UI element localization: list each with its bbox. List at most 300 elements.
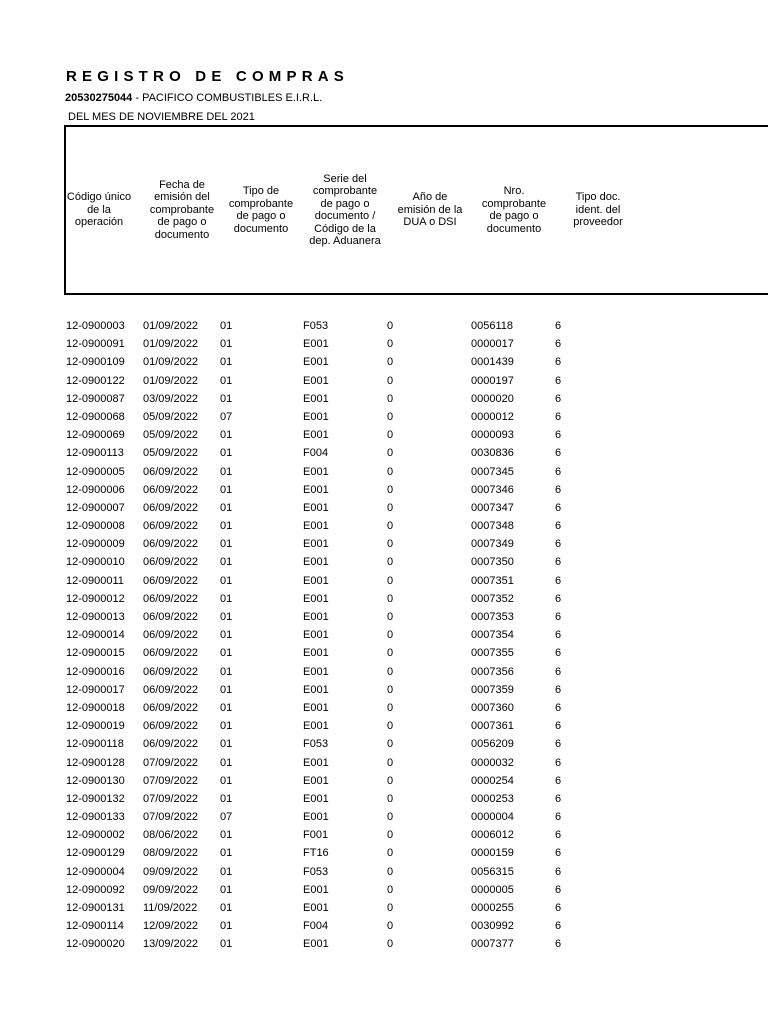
cell-tipo-doc: 6	[555, 756, 562, 769]
cell-fecha: 06/09/2022	[143, 538, 199, 551]
cell-codigo: 12-0900009	[66, 538, 125, 551]
cell-anio: 0	[387, 938, 394, 951]
cell-tipo-doc: 6	[555, 465, 562, 478]
cell-anio: 0	[387, 320, 394, 332]
cell-fecha: 07/09/2022	[143, 811, 199, 824]
cell-anio: 0	[387, 483, 394, 496]
cell-codigo: 12-0900068	[66, 410, 125, 423]
table-row	[66, 426, 768, 444]
cell-numero: 0007347	[471, 501, 514, 514]
cell-fecha: 08/06/2022	[143, 829, 199, 842]
cell-fecha: 06/09/2022	[143, 520, 199, 533]
cell-fecha: 06/09/2022	[143, 574, 199, 587]
header-label	[573, 191, 623, 229]
cell-numero: 0030992	[471, 920, 514, 933]
cell-fecha: 01/09/2022	[143, 338, 199, 351]
cell-fecha: 06/09/2022	[143, 683, 199, 696]
header-label-line: emisión de la	[397, 203, 463, 216]
cell-anio: 0	[387, 520, 394, 533]
cell-fecha: 13/09/2022	[143, 938, 199, 951]
cell-numero: 0000254	[471, 774, 514, 787]
cell-numero: 0056209	[471, 738, 514, 751]
cell-numero: 0000020	[471, 392, 514, 405]
cell-tipo-doc: 6	[555, 592, 562, 605]
table-row	[66, 353, 768, 371]
cell-anio: 0	[387, 756, 394, 769]
cell-numero: 0056315	[471, 865, 514, 878]
table-row	[66, 790, 768, 808]
cell-tipo: 01	[220, 629, 233, 642]
cell-tipo-doc: 6	[555, 683, 562, 696]
table-row	[66, 626, 768, 644]
cell-anio: 0	[387, 538, 394, 551]
table-row	[66, 826, 768, 844]
cell-codigo: 12-0900069	[66, 429, 125, 442]
table-row	[66, 481, 768, 499]
cell-tipo-doc: 6	[555, 938, 562, 951]
cell-tipo-doc: 6	[555, 629, 562, 642]
cell-tipo: 07	[220, 410, 233, 423]
cell-tipo-doc: 6	[555, 665, 562, 678]
cell-tipo: 01	[220, 320, 233, 332]
cell-tipo: 01	[220, 538, 233, 551]
cell-tipo-doc: 6	[555, 611, 562, 623]
cell-anio: 0	[387, 920, 394, 933]
cell-anio: 0	[387, 574, 394, 587]
cell-tipo-doc: 6	[555, 774, 562, 787]
cell-tipo-doc: 6	[555, 320, 562, 332]
header-label-line: Fecha de	[159, 178, 205, 191]
table-row	[66, 899, 768, 917]
cell-anio: 0	[387, 792, 394, 805]
header-label-line: Código único	[66, 191, 132, 204]
cell-numero: 0000005	[471, 883, 514, 896]
table-row	[66, 754, 768, 772]
header-label-line: de pago o	[320, 197, 370, 210]
table-row	[66, 408, 768, 426]
cell-codigo: 12-0900013	[66, 611, 125, 623]
cell-tipo-doc: 6	[555, 520, 562, 533]
cell-tipo: 01	[220, 756, 233, 769]
cell-codigo: 12-0900122	[66, 374, 125, 387]
cell-codigo: 12-0900016	[66, 665, 125, 678]
cell-serie: E001	[303, 774, 329, 787]
header-anio-emision	[390, 127, 470, 293]
cell-fecha: 01/09/2022	[143, 356, 199, 369]
cell-serie: E001	[303, 556, 329, 569]
header-label-line: documento	[486, 222, 542, 235]
cell-codigo: 12-0900011	[66, 574, 124, 587]
cell-tipo: 01	[220, 556, 233, 569]
cell-codigo: 12-0900113	[66, 447, 124, 460]
header-codigo-unico	[66, 127, 132, 293]
cell-anio: 0	[387, 410, 394, 423]
cell-codigo: 12-0900004	[66, 865, 125, 878]
cell-numero: 0007351	[471, 574, 514, 587]
cell-tipo-doc: 6	[555, 847, 562, 860]
cell-codigo: 12-0900014	[66, 629, 125, 642]
cell-fecha: 06/09/2022	[143, 647, 199, 660]
cell-numero: 0007355	[471, 647, 514, 660]
cell-fecha: 06/09/2022	[143, 501, 199, 514]
table-row	[66, 844, 768, 862]
cell-codigo: 12-0900131	[66, 902, 125, 914]
header-label-line: documento	[233, 222, 289, 235]
table-row	[66, 390, 768, 408]
cell-fecha: 06/09/2022	[143, 556, 199, 569]
cell-codigo: 12-0900019	[66, 720, 125, 733]
header-label-line: Nro.	[503, 185, 525, 197]
cell-numero: 0000012	[471, 410, 514, 423]
cell-tipo: 01	[220, 483, 233, 496]
cell-tipo-doc: 6	[555, 501, 562, 514]
cell-tipo: 01	[220, 501, 233, 514]
header-tipo-comprobante	[221, 127, 301, 293]
cell-fecha: 01/09/2022	[143, 374, 199, 387]
cell-tipo: 01	[220, 902, 233, 914]
header-label-line: documento /	[314, 210, 376, 222]
table-row	[66, 917, 768, 935]
cell-anio: 0	[387, 647, 394, 660]
cell-tipo-doc: 6	[555, 356, 562, 369]
cell-numero: 0007353	[471, 611, 514, 623]
cell-tipo: 07	[220, 811, 233, 824]
cell-serie: E001	[303, 665, 329, 678]
cell-codigo: 12-0900015	[66, 647, 125, 660]
cell-tipo-doc: 6	[555, 701, 562, 714]
header-label-line: dep. Aduanera	[309, 235, 381, 247]
cell-tipo: 01	[220, 701, 233, 714]
table-row	[66, 663, 768, 681]
cell-tipo: 01	[220, 847, 233, 860]
cell-tipo: 01	[220, 665, 233, 678]
cell-codigo: 12-0900091	[66, 338, 125, 351]
cell-serie: E001	[303, 410, 329, 423]
cell-anio: 0	[387, 465, 394, 478]
cell-fecha: 06/09/2022	[143, 738, 199, 751]
cell-tipo-doc: 6	[555, 574, 562, 587]
cell-serie: F001	[303, 829, 329, 842]
cell-anio: 0	[387, 611, 394, 623]
cell-codigo: 12-0900130	[66, 774, 125, 787]
cell-numero: 0007345	[471, 465, 514, 478]
cell-serie: E001	[303, 374, 329, 387]
cell-tipo-doc: 6	[555, 374, 562, 387]
cell-tipo-doc: 6	[555, 392, 562, 405]
cell-codigo: 12-0900129	[66, 847, 125, 860]
cell-anio: 0	[387, 738, 394, 751]
cell-fecha: 06/09/2022	[143, 483, 199, 496]
cell-codigo: 12-0900109	[66, 356, 125, 369]
cell-tipo: 01	[220, 447, 233, 460]
cell-serie: F004	[303, 920, 329, 933]
cell-anio: 0	[387, 592, 394, 605]
cell-serie: E001	[303, 756, 329, 769]
cell-tipo-doc: 6	[555, 792, 562, 805]
header-label-line: comprobante	[312, 185, 378, 197]
cell-codigo: 12-0900017	[66, 683, 125, 696]
cell-numero: 0000197	[471, 374, 514, 387]
table-row	[66, 535, 768, 553]
table-row	[66, 644, 768, 662]
cell-tipo-doc: 6	[555, 483, 562, 496]
cell-numero: 0007349	[471, 538, 514, 551]
cell-numero: 0007352	[471, 592, 514, 605]
header-label-line: ident. del	[575, 203, 621, 216]
header-serie	[302, 127, 388, 293]
cell-numero: 0007359	[471, 683, 514, 696]
table-row	[66, 517, 768, 535]
header-label-line: Tipo doc.	[575, 191, 621, 204]
cell-tipo-doc: 6	[555, 811, 562, 824]
cell-anio: 0	[387, 356, 394, 369]
table-row	[66, 881, 768, 899]
cell-fecha: 03/09/2022	[143, 392, 199, 405]
cell-anio: 0	[387, 338, 394, 351]
cell-fecha: 06/09/2022	[143, 720, 199, 733]
cell-numero: 0000159	[471, 847, 514, 860]
table-row	[66, 444, 768, 462]
table-row	[66, 372, 768, 390]
table-row	[66, 935, 768, 953]
header-label	[309, 173, 381, 248]
cell-anio: 0	[387, 902, 394, 914]
header-fecha-emision	[142, 127, 222, 293]
cell-tipo-doc: 6	[555, 647, 562, 660]
cell-codigo: 12-0900092	[66, 883, 125, 896]
cell-tipo-doc: 6	[555, 902, 562, 914]
cell-numero: 0000017	[471, 338, 514, 351]
cell-serie: E001	[303, 902, 329, 914]
cell-numero: 0007354	[471, 629, 514, 642]
cell-tipo-doc: 6	[555, 883, 562, 896]
cell-serie: F053	[303, 865, 329, 878]
cell-tipo-doc: 6	[555, 556, 562, 569]
cell-serie: E001	[303, 392, 329, 405]
cell-tipo-doc: 6	[555, 447, 562, 460]
table-row	[66, 699, 768, 717]
cell-serie: E001	[303, 647, 329, 660]
cell-codigo: 12-0900114	[66, 920, 124, 933]
header-label-line: Tipo de	[242, 185, 280, 197]
cell-serie: E001	[303, 501, 329, 514]
cell-serie: E001	[303, 883, 329, 896]
cell-codigo: 12-0900002	[66, 829, 125, 842]
cell-tipo: 01	[220, 938, 233, 951]
cell-serie: F053	[303, 320, 329, 332]
cell-fecha: 07/09/2022	[143, 792, 199, 805]
cell-codigo: 12-0900018	[66, 701, 125, 714]
cell-serie: E001	[303, 465, 329, 478]
table-row	[66, 772, 768, 790]
cell-fecha: 05/09/2022	[143, 429, 199, 442]
cell-serie: E001	[303, 811, 329, 824]
header-label-line: de la	[87, 203, 111, 216]
cell-fecha: 12/09/2022	[143, 920, 199, 933]
cell-tipo: 01	[220, 429, 233, 442]
table-row	[66, 608, 768, 626]
cell-tipo-doc: 6	[555, 338, 562, 351]
cell-codigo: 12-0900007	[66, 501, 125, 514]
table-row	[66, 590, 768, 608]
cell-anio: 0	[387, 447, 394, 460]
table-row	[66, 681, 768, 699]
cell-numero: 0007348	[471, 520, 514, 533]
cell-fecha: 06/09/2022	[143, 701, 199, 714]
cell-tipo: 01	[220, 592, 233, 605]
cell-codigo: 12-0900006	[66, 483, 125, 496]
table-row	[66, 317, 768, 335]
header-label-line: DUA o DSI	[403, 216, 457, 229]
table-row	[66, 335, 768, 353]
cell-numero: 0000093	[471, 429, 514, 442]
header-label	[482, 185, 546, 235]
header-label	[67, 191, 131, 229]
cell-tipo-doc: 6	[555, 429, 562, 442]
cell-codigo: 12-0900128	[66, 756, 125, 769]
cell-codigo: 12-0900012	[66, 592, 125, 605]
cell-numero: 0007377	[471, 938, 514, 951]
header-label-line: de pago o	[489, 210, 539, 222]
cell-fecha: 06/09/2022	[143, 465, 199, 478]
cell-anio: 0	[387, 865, 394, 878]
cell-codigo: 12-0900132	[66, 792, 125, 805]
cell-fecha: 01/09/2022	[143, 320, 199, 332]
cell-anio: 0	[387, 683, 394, 696]
cell-serie: F004	[303, 447, 329, 460]
cell-codigo: 12-0900133	[66, 811, 125, 824]
cell-numero: 0000004	[471, 811, 514, 824]
cell-anio: 0	[387, 701, 394, 714]
header-label-line: emisión del	[154, 191, 210, 204]
table-row	[66, 553, 768, 571]
cell-serie: E001	[303, 720, 329, 733]
header-label-line: comprobante	[149, 203, 215, 216]
cell-tipo: 01	[220, 392, 233, 405]
cell-anio: 0	[387, 883, 394, 896]
cell-tipo: 01	[220, 774, 233, 787]
cell-anio: 0	[387, 665, 394, 678]
company-ruc: 20530275044	[65, 92, 133, 104]
cell-tipo: 01	[220, 720, 233, 733]
table-row	[66, 808, 768, 826]
cell-anio: 0	[387, 374, 394, 387]
cell-serie: E001	[303, 701, 329, 714]
header-label-line: de pago o	[236, 210, 286, 222]
header-label-line: proveedor	[573, 216, 623, 229]
cell-numero: 0000255	[471, 902, 514, 914]
cell-fecha: 09/09/2022	[143, 865, 199, 878]
cell-tipo: 01	[220, 683, 233, 696]
cell-numero: 0000032	[471, 756, 514, 769]
cell-tipo: 01	[220, 829, 233, 842]
cell-numero: 0000253	[471, 792, 514, 805]
cell-tipo-doc: 6	[555, 410, 562, 423]
header-label-line: de pago o	[157, 216, 207, 229]
company-name: - PACIFICO COMBUSTIBLES E.I.R.L.	[132, 92, 323, 104]
header-label-line: comprobante	[481, 197, 547, 210]
cell-tipo: 01	[220, 374, 233, 387]
cell-tipo: 01	[220, 865, 233, 878]
cell-anio: 0	[387, 829, 394, 842]
table-header	[64, 125, 768, 295]
cell-fecha: 06/09/2022	[143, 665, 199, 678]
cell-tipo: 01	[220, 920, 233, 933]
cell-tipo: 01	[220, 611, 233, 623]
cell-anio: 0	[387, 392, 394, 405]
header-nro-comprobante	[472, 127, 556, 293]
cell-fecha: 11/09/2022	[143, 902, 198, 914]
cell-anio: 0	[387, 811, 394, 824]
cell-tipo-doc: 6	[555, 538, 562, 551]
cell-numero: 0030836	[471, 447, 514, 460]
cell-serie: E001	[303, 629, 329, 642]
cell-tipo-doc: 6	[555, 865, 562, 878]
cell-numero: 0001439	[471, 356, 514, 369]
report-period: DEL MES DE NOVIEMBRE DEL 2021	[68, 111, 255, 123]
cell-serie: E001	[303, 683, 329, 696]
header-label	[150, 179, 214, 242]
cell-codigo: 12-0900008	[66, 520, 125, 533]
cell-codigo: 12-0900003	[66, 320, 125, 332]
table-row	[66, 735, 768, 753]
cell-codigo: 12-0900020	[66, 938, 125, 951]
header-label-line: Serie del	[323, 172, 367, 185]
cell-codigo: 12-0900010	[66, 556, 125, 569]
cell-anio: 0	[387, 847, 394, 860]
cell-anio: 0	[387, 774, 394, 787]
cell-serie: E001	[303, 520, 329, 533]
cell-anio: 0	[387, 429, 394, 442]
cell-serie: E001	[303, 483, 329, 496]
cell-serie: E001	[303, 356, 329, 369]
cell-fecha: 06/09/2022	[143, 611, 199, 623]
cell-fecha: 06/09/2022	[143, 592, 199, 605]
report-title: REGISTRO DE COMPRAS	[66, 68, 349, 85]
company-line	[65, 92, 322, 104]
cell-serie: E001	[303, 429, 329, 442]
table-row	[66, 463, 768, 481]
cell-fecha: 05/09/2022	[143, 447, 199, 460]
header-label-line: Año de	[412, 191, 448, 204]
cell-fecha: 09/09/2022	[143, 883, 199, 896]
header-tipo-doc-proveedor	[558, 127, 638, 293]
table-row	[66, 717, 768, 735]
cell-codigo: 12-0900118	[66, 738, 124, 751]
cell-anio: 0	[387, 629, 394, 642]
cell-tipo: 01	[220, 356, 233, 369]
cell-numero: 0007360	[471, 701, 514, 714]
table-row	[66, 863, 768, 881]
cell-serie: E001	[303, 611, 329, 623]
cell-serie: E001	[303, 338, 329, 351]
cell-tipo-doc: 6	[555, 738, 562, 751]
cell-fecha: 06/09/2022	[143, 629, 199, 642]
header-label-line: Código de la	[314, 222, 376, 235]
cell-tipo: 01	[220, 883, 233, 896]
cell-fecha: 08/09/2022	[143, 847, 199, 860]
cell-numero: 0007346	[471, 483, 514, 496]
cell-serie: FT16	[303, 847, 329, 860]
cell-tipo: 01	[220, 647, 233, 660]
cell-serie: E001	[303, 792, 329, 805]
cell-anio: 0	[387, 720, 394, 733]
cell-tipo: 01	[220, 465, 233, 478]
cell-numero: 0007361	[471, 720, 514, 733]
cell-tipo-doc: 6	[555, 829, 562, 842]
header-label	[398, 191, 463, 229]
header-label	[229, 185, 293, 235]
